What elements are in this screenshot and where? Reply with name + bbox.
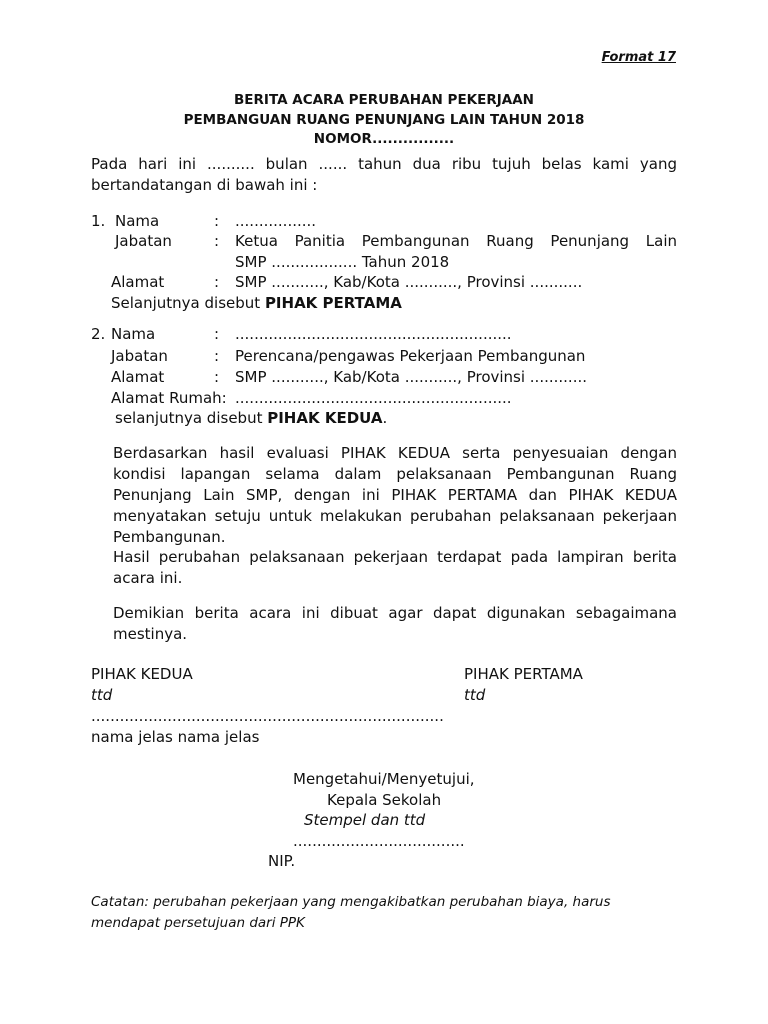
party2-alamat-value: SMP ..........., Kab/Kota ..........., Provinsi ............: [235, 368, 588, 386]
approval-line1: Mengetahui/Menyetujui,: [293, 770, 475, 788]
party1-number: 1.: [91, 212, 106, 230]
footnote: Catatan: perubahan pekerjaan yang mengakibatkan perubahan biaya, harus mendapat persetujuan dari PPK: [91, 894, 611, 931]
approval-dotted-line: ....................................: [293, 832, 465, 850]
colon: :: [214, 212, 220, 230]
colon: :: [214, 347, 220, 365]
party2-alamat-rumah-label: Alamat Rumah:: [111, 389, 227, 407]
signature-right-ttd: ttd: [464, 686, 486, 704]
format-label: Format 17: [601, 50, 676, 65]
party2-jabatan-label: Jabatan: [111, 347, 168, 365]
party2-designation-name: PIHAK KEDUA: [267, 409, 383, 427]
intro-paragraph: Pada hari ini .......... bulan ...... tahun dua ribu tujuh belas kami yang bertandatangan di bawah ini :: [91, 155, 677, 194]
party1-designation: [111, 294, 402, 312]
party1-nama-label: Nama: [115, 212, 160, 230]
party1-jabatan-label: Jabatan: [115, 232, 172, 250]
approval-line2: Kepala Sekolah: [327, 791, 442, 809]
party2-alamat-rumah-value: ..........................................................: [235, 389, 512, 407]
party1-alamat-label: Alamat: [111, 273, 165, 291]
colon: :: [214, 273, 220, 291]
signature-right-title: PIHAK PERTAMA: [464, 665, 583, 683]
party1-alamat-value: SMP ..........., Kab/Kota ..........., Provinsi ...........: [235, 273, 583, 291]
party2-designation: [115, 409, 387, 427]
party2-jabatan-value: Perencana/pengawas Pekerjaan Pembangunan: [235, 347, 586, 365]
document-title-line1: BERITA ACARA PERUBAHAN PEKERJAAN: [234, 92, 534, 108]
party2-nama-label: Nama: [111, 325, 156, 343]
approval-nip: NIP.: [268, 852, 296, 870]
party1-designation-name: PIHAK PERTAMA: [264, 294, 402, 312]
party1-designation-prefix: Selanjutnya disebut: [111, 294, 265, 312]
party2-alamat-label: Alamat: [111, 368, 165, 386]
signature-names: nama jelas nama jelas: [91, 728, 260, 746]
party2-number: 2.: [91, 325, 106, 343]
signature-left-ttd: ttd: [91, 686, 113, 704]
body-paragraph-2: Hasil perubahan pelaksanaan pekerjaan terdapat pada lampiran berita acara ini.: [113, 548, 677, 587]
approval-stamp: Stempel dan ttd: [304, 811, 426, 829]
colon: :: [214, 232, 220, 250]
signature-dotted-line: ..........................................................................: [91, 707, 444, 725]
party1-jabatan-value-line2: SMP .................. Tahun 2018: [235, 253, 450, 271]
document-number: NOMOR................: [313, 131, 455, 147]
party1-nama-value: .................: [235, 212, 317, 230]
signature-left-title: PIHAK KEDUA: [91, 665, 193, 683]
colon: :: [214, 325, 220, 343]
party1-jabatan-value-line1: Ketua Panitia Pembangunan Ruang Penunjang Lain: [235, 232, 677, 250]
body-paragraph-1: Berdasarkan hasil evaluasi PIHAK KEDUA serta penyesuaian dengan kondisi lapangan selama dalam pelaksanaan Pembangunan Ruang Penunjang Lain SMP, dengan ini PIHAK PERTAMA dan PIHAK KEDUA menyatakan setuju untuk melakukan perubahan pelaksanaan pekerjaan Pembangunan.: [113, 444, 677, 546]
document-title-line2: PEMBANGUAN RUANG PENUNJANG LAIN TAHUN 2018: [183, 112, 585, 128]
party2-designation-prefix: selanjutnya disebut: [115, 409, 268, 427]
body-paragraph-3: Demikian berita acara ini dibuat agar dapat digunakan sebagaimana mestinya.: [113, 604, 677, 643]
colon: :: [214, 368, 220, 386]
party2-designation-suffix: .: [382, 409, 388, 427]
party2-nama-value: ..........................................................: [235, 325, 512, 343]
